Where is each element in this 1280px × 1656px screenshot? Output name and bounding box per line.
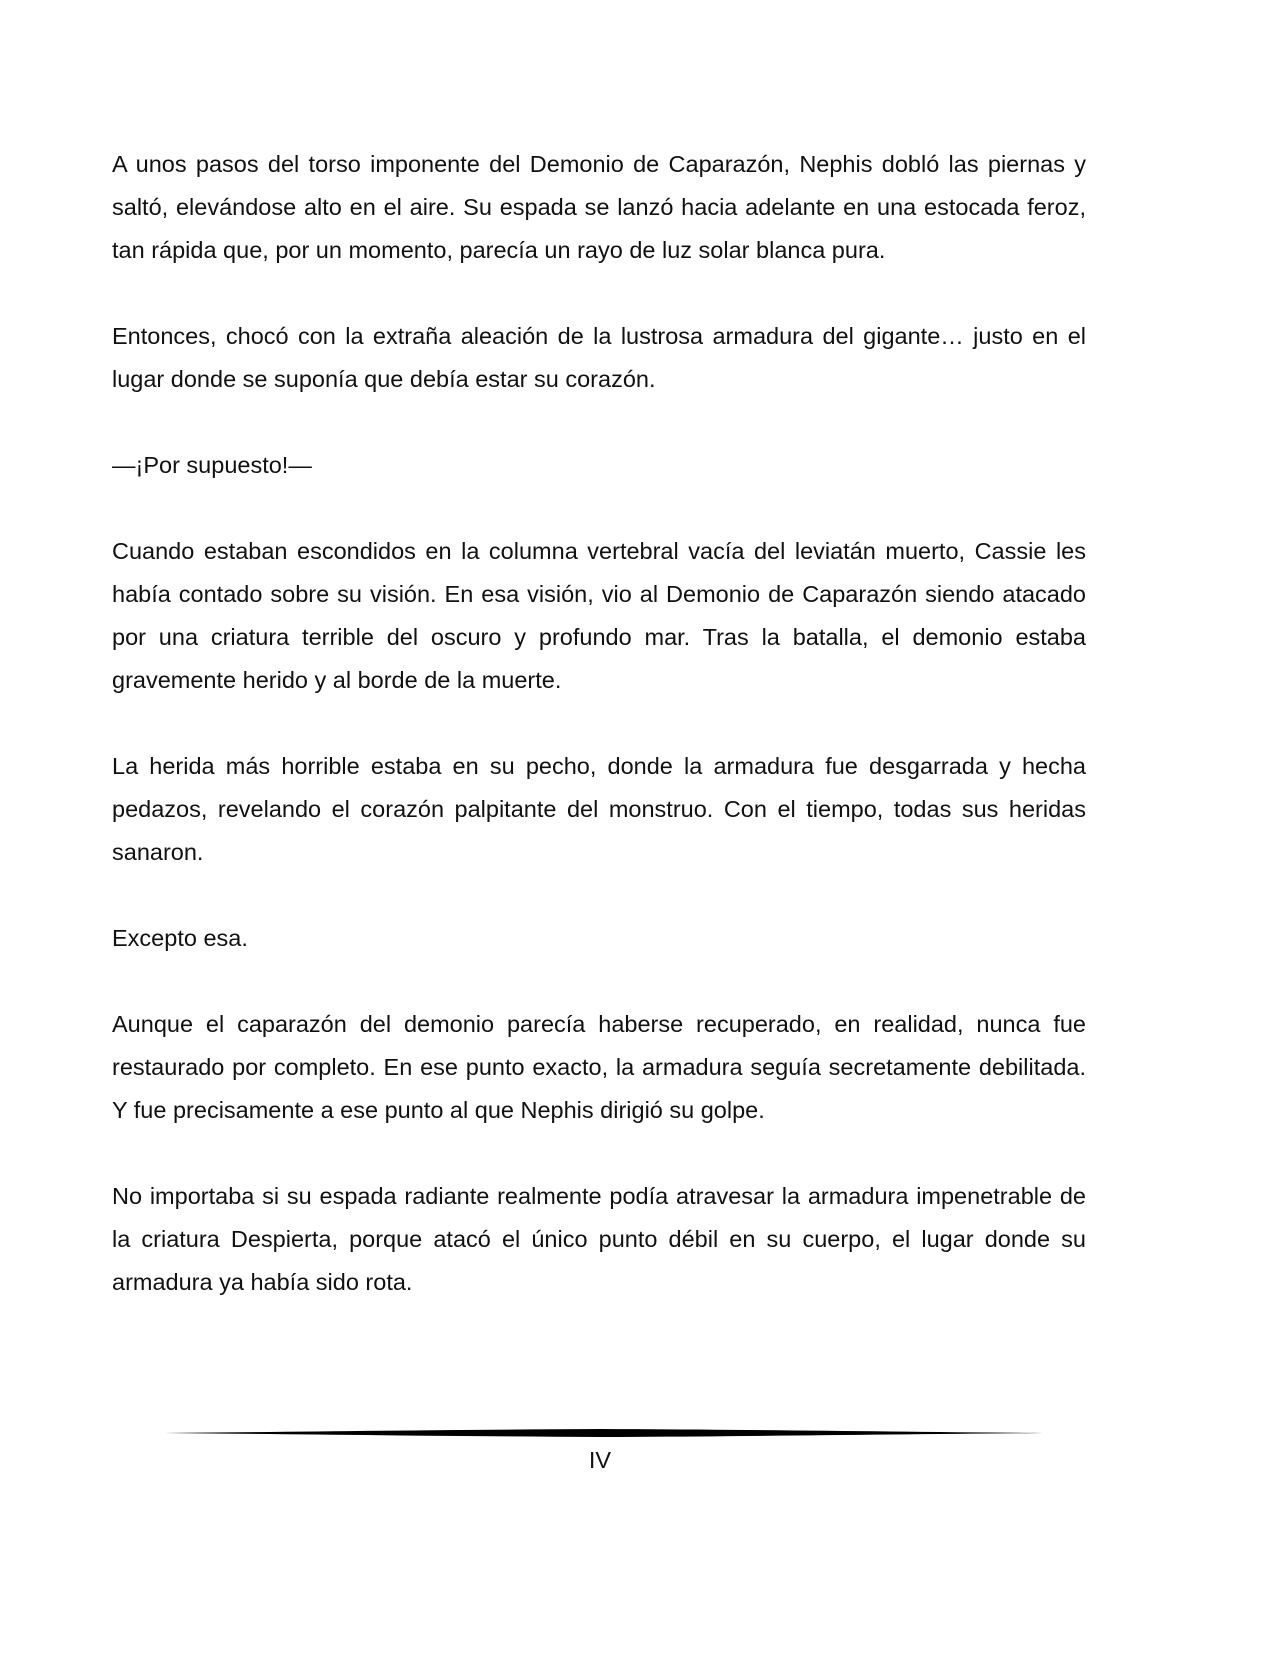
paragraph-8: No importaba si su espada radiante realmente podía atravesar la armadura impenetrable de la criatura Despierta, porque atacó el único punto débil en su cuerpo, el lugar donde su armadura ya había sido rota. bbox=[112, 1183, 1086, 1295]
ornamental-divider bbox=[152, 1426, 1052, 1440]
paragraph-6: Excepto esa. bbox=[112, 925, 248, 951]
paragraph-4: Cuando estaban escondidos en la columna vertebral vacía del leviatán muerto, Cassie les había contado sobre su visión. En esa visión, vio al Demonio de Caparazón siendo atacado por una criatura terrible del oscuro y profundo mar. Tras la batalla, el demonio estaba gravemente herido y al borde de la muerte. bbox=[112, 538, 1086, 693]
paragraph-1: A unos pasos del torso imponente del Demonio de Caparazón, Nephis dobló las piernas y saltó, elevándose alto en el aire. Su espada se lanzó hacia adelante en una estocada feroz, tan rápida que, por un momento, parecía un rayo de luz solar blanca pura. bbox=[112, 151, 1086, 263]
divider-swash bbox=[152, 1429, 1052, 1437]
page-number: IV bbox=[588, 1447, 612, 1473]
paragraph-2: Entonces, chocó con la extraña aleación de la lustrosa armadura del gigante… justo en el lugar donde se suponía que debía estar su corazón. bbox=[112, 323, 1086, 392]
paragraph-3: —¡Por supuesto!— bbox=[112, 452, 312, 478]
paragraph-5: La herida más horrible estaba en su pecho, donde la armadura fue desgarrada y hecha pedazos, revelando el corazón palpitante del monstruo. Con el tiempo, todas sus heridas sanaron. bbox=[112, 753, 1086, 865]
paragraph-7: Aunque el caparazón del demonio parecía haberse recuperado, en realidad, nunca fue restaurado por completo. En ese punto exacto, la armadura seguía secretamente debilitada. Y fue precisamente a ese punto al que Nephis dirigió su golpe. bbox=[112, 1011, 1086, 1123]
text-body bbox=[112, 143, 1086, 1347]
